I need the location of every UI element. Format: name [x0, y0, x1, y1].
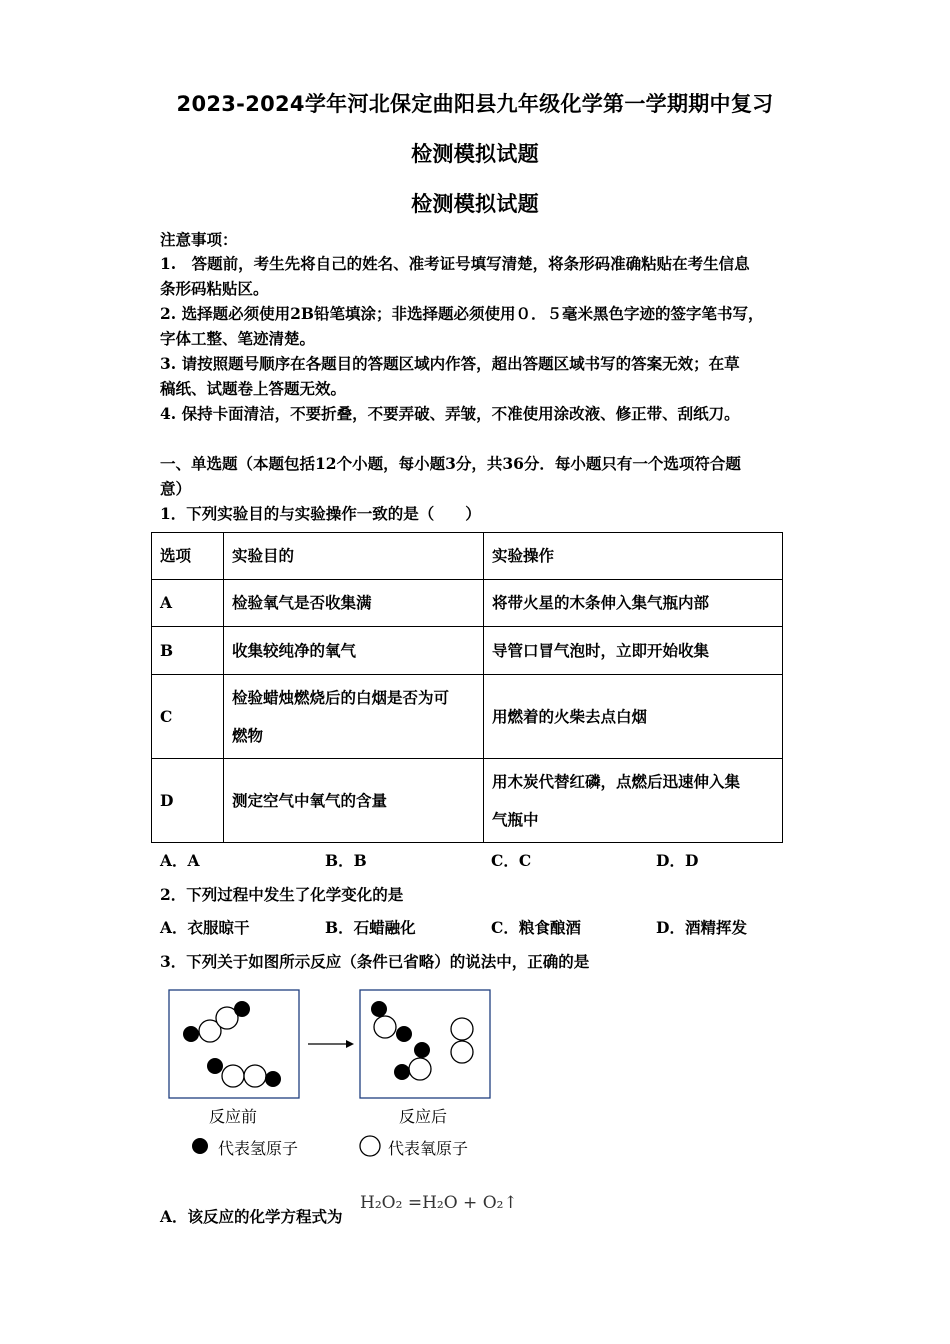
eq-o2: O₂ — [482, 1193, 504, 1213]
table-header-cell: 选项 — [152, 533, 224, 580]
q2-option-c[interactable]: C．粮食酿酒 — [491, 918, 581, 937]
table-cell-option: D — [152, 759, 224, 843]
table-cell-operation: 将带火星的木条伸入集气瓶内部 — [484, 580, 783, 627]
question-1-stem: 1．下列实验目的与实验操作一致的是（ ） — [160, 504, 481, 523]
q1-option-c[interactable]: C．C — [491, 851, 532, 870]
notice-item: 2. 选择题必须使用2B铅笔填涂；非选择题必须使用０．５毫米黑色字迹的签字笔书写， — [160, 304, 764, 323]
q2-option-b[interactable]: B．石蜡融化 — [325, 918, 416, 937]
table-row — [152, 759, 783, 843]
table-header-cell: 实验目的 — [224, 533, 484, 580]
table-cell-purpose: 测定空气中氧气的含量 — [224, 759, 484, 843]
cell-line: 用木炭代替红磷，点燃后迅速伸入集 — [492, 771, 741, 791]
question-3-stem: 3．下列关于如图所示反应（条件已省略）的说法中，正确的是 — [160, 952, 590, 971]
table-cell-option: B — [152, 627, 224, 675]
q2-option-d[interactable]: D．酒精挥发 — [656, 918, 747, 937]
notice-item: 1. 答题前，考生先将自己的姓名、准考证号填写清楚，将条形码准确粘贴在考生信息 — [160, 254, 750, 273]
cell-line: 燃物 — [232, 725, 264, 745]
cell-line: 检验蜡烛燃烧后的白烟是否为可 — [232, 687, 450, 707]
page-subtitle-repeat: 检测模拟试题 — [411, 192, 539, 216]
table-cell-option: C — [152, 675, 224, 759]
molecule-h2o-after-2 — [394, 1042, 431, 1080]
notice-item: 4. 保持卡面清洁，不要折叠，不要弄破、弄皱，不准使用涂改液、修正带、刮纸刀。 — [160, 404, 740, 423]
page-subtitle: 检测模拟试题 — [411, 142, 539, 166]
q1-option-a[interactable]: A．A — [160, 851, 200, 870]
eq-h2o2: H₂O₂ — [360, 1193, 403, 1213]
section-heading-cont: 意） — [160, 479, 192, 498]
page-title: 2023-2024学年河北保定曲阳县九年级化学第一学期期中复习 — [176, 92, 774, 116]
notice-item: 稿纸、试题卷上答题无效。 — [160, 379, 347, 398]
table-row — [152, 580, 783, 627]
legend-oxygen-label: 代表氧原子 — [388, 1139, 469, 1158]
molecule-h2o2-before-1 — [183, 1001, 250, 1042]
table-cell-operation: 用燃着的火柴去点白烟 — [484, 675, 783, 759]
q3-option-a[interactable]: A．该反应的化学方程式为 — [160, 1207, 343, 1226]
table-row — [152, 627, 783, 675]
molecule-h2o-after-1 — [371, 1001, 412, 1042]
table-cell-purpose: 检验氧气是否收集满 — [224, 580, 484, 627]
before-label: 反应前 — [209, 1107, 258, 1126]
question-2-stem: 2．下列过程中发生了化学变化的是 — [160, 885, 404, 904]
notice-item: 字体工整、笔迹清楚。 — [160, 329, 316, 348]
eq-equals: = — [407, 1193, 423, 1213]
eq-h2o: H₂O — [422, 1193, 458, 1213]
notice-item: 条形码粘贴区。 — [160, 279, 269, 298]
q2-option-a[interactable]: A．衣服晾干 — [160, 918, 250, 937]
table-cell-option: A — [152, 580, 224, 627]
table-header-cell: 实验操作 — [484, 533, 783, 580]
q3-option-a-equation — [360, 1193, 518, 1213]
legend-oxygen-circle — [360, 1136, 380, 1156]
question-1-table — [151, 532, 783, 843]
table-cell-operation: 导管口冒气泡时，立即开始收集 — [484, 627, 783, 675]
table-cell-purpose: 收集较纯净的氧气 — [224, 627, 484, 675]
table-cell-operation — [484, 759, 783, 843]
table-cell-purpose — [224, 675, 484, 759]
eq-plus: + — [463, 1193, 478, 1213]
notice-heading: 注意事项： — [160, 230, 238, 249]
table-header-row — [152, 533, 783, 580]
arrow-head — [346, 1040, 354, 1048]
q1-option-b[interactable]: B．B — [325, 851, 367, 870]
legend-hydrogen-label: 代表氢原子 — [218, 1139, 299, 1158]
molecule-o2-after — [451, 1018, 473, 1063]
eq-arrow: ↑ — [503, 1193, 518, 1213]
molecule-h2o2-before-2 — [207, 1058, 281, 1087]
cell-line: 气瓶中 — [492, 809, 539, 829]
legend-hydrogen-dot — [192, 1138, 208, 1154]
q1-option-d[interactable]: D．D — [656, 851, 699, 870]
notice-item: 3. 请按照题号顺序在各题目的答题区域内作答，超出答题区域书写的答案无效；在草 — [160, 354, 740, 373]
after-label: 反应后 — [399, 1107, 448, 1126]
section-heading: 一、单选题（本题包括12个小题，每小题3分，共36分．每小题只有一个选项符合题 — [160, 454, 741, 473]
table-row — [152, 675, 783, 759]
